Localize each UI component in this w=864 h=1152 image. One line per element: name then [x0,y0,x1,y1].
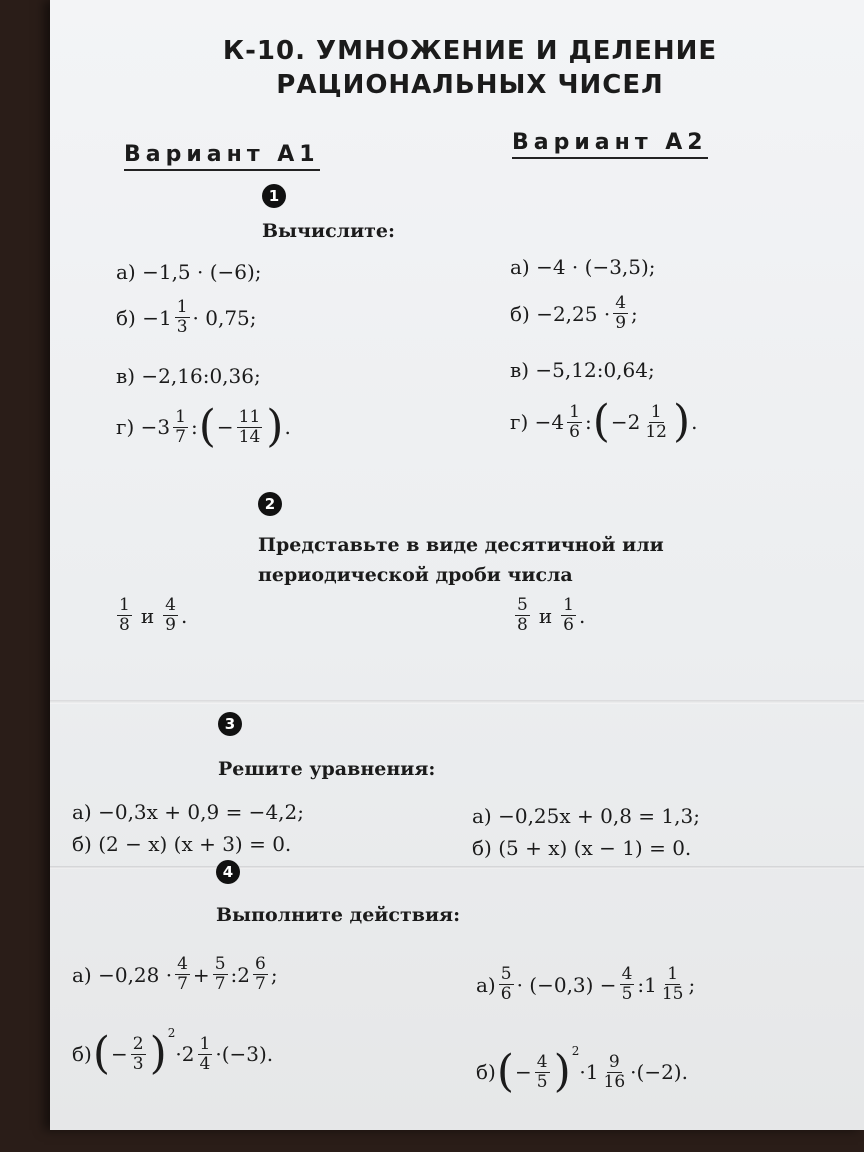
task3-a-variant2: а) −0,25x + 0,8 = 1,3; [472,804,700,828]
task-heading: Вычислите: [262,220,396,242]
task1-v-variant1: в) −2,16:0,36; [116,364,261,388]
fraction: $\frac{6}{7}$ [254,954,266,994]
fraction: $\frac{4}{7}$ [177,954,188,994]
task-number-badge: 2 [258,492,282,516]
task-heading: Решите уравнения: [218,758,436,780]
fraction: $\frac{1}{12}$ [645,401,667,442]
fraction: $\frac{4}{9}$ [615,293,627,333]
task2-variant1: $\frac{1}{8}$ и $\frac{4}{9}$ . [119,595,188,635]
task1-v-variant2: в) −5,12:0,64; [510,358,655,382]
fraction: $\frac{1}{8}$ [119,595,130,635]
task-heading: Выполните действия: [216,904,461,926]
fraction: $\frac{5}{8}$ [517,595,528,635]
fraction: $\frac{1}{4}$ [199,1033,211,1074]
task3-b-variant1: б) (2 − x) (x + 3) = 0. [72,832,292,856]
fraction: $\frac{4}{9}$ [165,595,176,635]
fraction: $\frac{9}{16}$ [603,1051,626,1092]
task1-a-variant2: а) −4 · (−3,5); [510,255,656,279]
fraction: $\frac{1}{3}$ [176,297,188,337]
fraction: $\frac{4}{5}$ [621,964,633,1004]
fraction: $\frac{1}{6}$ [563,595,574,635]
fraction: $\frac{1}{6}$ [569,401,580,442]
fraction: $\frac{2}{3}$ [132,1033,144,1074]
variant-a1-heading: Вариант А1 [124,142,320,171]
task1-g-variant2: г) −4 $\frac{1}{6}$ : ( −2 $\frac{1}{12}$ ) . [510,396,698,447]
fraction: $\frac{1}{7}$ [175,406,186,447]
task4-a-variant1: а) −0,28 · $\frac{4}{7}$ + $\frac{5}{7}$ :2 $\frac{6}{7}$ ; [72,954,278,994]
variant-a2-heading: Вариант А2 [512,130,708,159]
task-number-badge: 1 [262,184,286,208]
task1-b-variant1: б) −1 $\frac{1}{3}$ · 0,75; [116,297,257,337]
page-title: К-10. УМНОЖЕНИЕ И ДЕЛЕНИЕ РАЦИОНАЛЬНЫХ ЧИСЕЛ [222,36,718,100]
task1-g-variant1: г) −3 $\frac{1}{7}$ : ( − $\frac{11}{14}$ ) . [116,401,291,452]
task4-b-variant1: б) ( − $\frac{2}{3}$ ) 2 ·2 $\frac{1}{4}$ ·(−3). [72,1026,274,1079]
fraction: $\frac{5}{6}$ [500,964,512,1004]
paper-fold [50,866,864,869]
fraction: $\frac{11}{14}$ [238,406,261,447]
fraction: $\frac{5}{7}$ [214,954,226,994]
task-number-badge: 3 [218,712,242,736]
worksheet-page [50,0,864,1130]
task4-a-variant2: а) $\frac{5}{6}$ · (−0,3) − $\frac{4}{5}$ :1 $\frac{1}{15}$ ; [476,964,696,1004]
paper-fold [50,700,864,704]
task1-a-variant1: а) −1,5 · (−6); [116,260,262,284]
task3-b-variant2: б) (5 + x) (x − 1) = 0. [472,836,692,860]
task4-b-variant2: б) ( − $\frac{4}{5}$ ) 2 ·1 $\frac{9}{16}$ ·(−2). [476,1044,688,1097]
fraction: $\frac{4}{5}$ [536,1051,548,1092]
task-number-badge: 4 [216,860,240,884]
task1-b-variant2: б) −2,25 · $\frac{4}{9}$ ; [510,293,638,333]
task2-variant2: $\frac{5}{8}$ и $\frac{1}{6}$ . [517,595,586,635]
task3-a-variant1: а) −0,3x + 0,9 = −4,2; [72,800,304,824]
task-heading: Представьте в виде десятичной или периодической дроби числа [258,534,664,586]
fraction: $\frac{1}{15}$ [661,964,684,1004]
